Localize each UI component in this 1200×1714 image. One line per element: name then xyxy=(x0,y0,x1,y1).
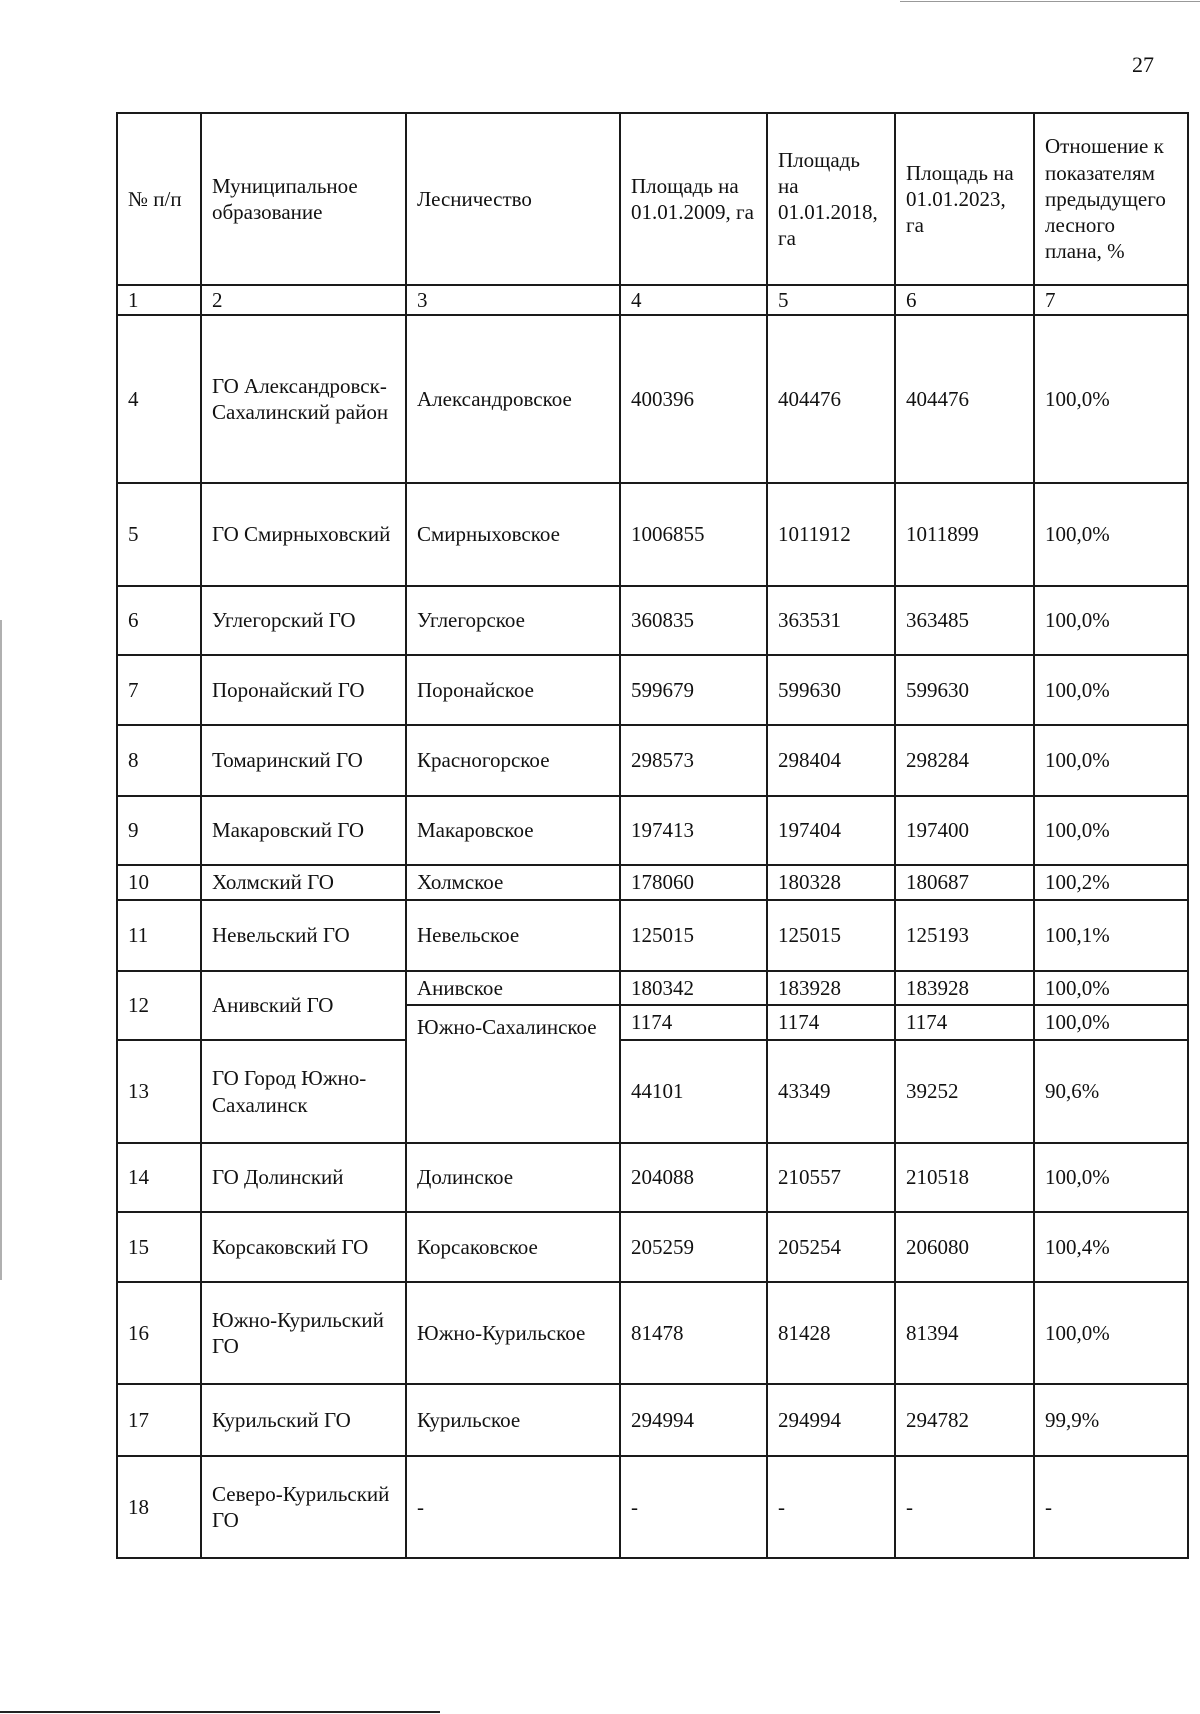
row-number: 12 xyxy=(117,971,201,1040)
area-2009-cell: 205259 xyxy=(620,1212,767,1282)
area-2023-cell: 39252 xyxy=(895,1040,1034,1143)
header-cell: Лесничество xyxy=(406,113,620,285)
ratio-cell: 100,0% xyxy=(1034,796,1188,865)
area-2023-cell: 599630 xyxy=(895,655,1034,725)
table-row xyxy=(117,655,1188,725)
municipality-cell: Углегорский ГО xyxy=(201,586,406,655)
area-2009-cell: 599679 xyxy=(620,655,767,725)
area-2018-cell: 1011912 xyxy=(767,483,895,586)
ratio-cell: 100,1% xyxy=(1034,900,1188,971)
area-2023-cell: 180687 xyxy=(895,865,1034,900)
municipality-cell: Томаринский ГО xyxy=(201,725,406,796)
municipality-cell: Корсаковский ГО xyxy=(201,1212,406,1282)
ratio-cell: 100,0% xyxy=(1034,315,1188,483)
ratio-cell: 100,0% xyxy=(1034,725,1188,796)
header-cell: Площадь на 01.01.2009, га xyxy=(620,113,767,285)
table-row xyxy=(117,315,1188,483)
ratio-cell: - xyxy=(1034,1456,1188,1558)
municipality-cell: Невельский ГО xyxy=(201,900,406,971)
area-2018-cell: 363531 xyxy=(767,586,895,655)
area-2009-cell: 44101 xyxy=(620,1040,767,1143)
table-row xyxy=(117,1040,1188,1143)
row-number: 6 xyxy=(117,586,201,655)
area-2009-cell: 294994 xyxy=(620,1384,767,1456)
table-row xyxy=(117,900,1188,971)
forestry-cell: Поронайское xyxy=(406,655,620,725)
municipality-cell: Холмский ГО xyxy=(201,865,406,900)
forestry-cell: Холмское xyxy=(406,865,620,900)
area-2009-cell: 360835 xyxy=(620,586,767,655)
area-2009-cell: 204088 xyxy=(620,1143,767,1212)
area-2018-cell: 298404 xyxy=(767,725,895,796)
column-number: 5 xyxy=(767,285,895,315)
header-cell: Площадь на 01.01.2023, га xyxy=(895,113,1034,285)
municipality-cell: Анивский ГО xyxy=(201,971,406,1040)
column-number: 7 xyxy=(1034,285,1188,315)
ratio-cell: 100,0% xyxy=(1034,1282,1188,1384)
area-2009-cell: - xyxy=(620,1456,767,1558)
municipality-cell: ГО Александровск-Сахалинский район xyxy=(201,315,406,483)
area-2018-cell: 599630 xyxy=(767,655,895,725)
area-2009-cell: 180342 xyxy=(620,971,767,1005)
row-number: 8 xyxy=(117,725,201,796)
header-cell: № п/п xyxy=(117,113,201,285)
table-row xyxy=(117,1456,1188,1558)
column-number: 2 xyxy=(201,285,406,315)
row-number: 16 xyxy=(117,1282,201,1384)
table-row xyxy=(117,725,1188,796)
row-number: 4 xyxy=(117,315,201,483)
forestry-cell: Углегорское xyxy=(406,586,620,655)
forestry-cell: Макаровское xyxy=(406,796,620,865)
municipality-cell: ГО Смирныховский xyxy=(201,483,406,586)
forestry-cell: Южно-Сахалинское xyxy=(406,1005,620,1143)
table-row xyxy=(117,865,1188,900)
forestry-cell: - xyxy=(406,1456,620,1558)
forestry-cell: Александровское xyxy=(406,315,620,483)
forestry-cell: Долинское xyxy=(406,1143,620,1212)
area-2009-cell: 125015 xyxy=(620,900,767,971)
table-row xyxy=(117,586,1188,655)
row-number: 18 xyxy=(117,1456,201,1558)
area-2009-cell: 1174 xyxy=(620,1005,767,1040)
scan-edge-top xyxy=(900,1,1200,2)
municipality-cell: Макаровский ГО xyxy=(201,796,406,865)
forestry-cell: Смирныховское xyxy=(406,483,620,586)
row-number: 14 xyxy=(117,1143,201,1212)
area-2023-cell: 298284 xyxy=(895,725,1034,796)
area-2023-cell: 404476 xyxy=(895,315,1034,483)
row-number: 9 xyxy=(117,796,201,865)
ratio-cell: 100,0% xyxy=(1034,586,1188,655)
ratio-cell: 100,0% xyxy=(1034,1143,1188,1212)
forest-area-table xyxy=(116,112,1189,1559)
column-number: 6 xyxy=(895,285,1034,315)
area-2018-cell: 404476 xyxy=(767,315,895,483)
ratio-cell: 100,0% xyxy=(1034,1005,1188,1040)
area-2018-cell: 205254 xyxy=(767,1212,895,1282)
area-2009-cell: 400396 xyxy=(620,315,767,483)
municipality-cell: ГО Город Южно-Сахалинск xyxy=(201,1040,406,1143)
area-2023-cell: 363485 xyxy=(895,586,1034,655)
area-2018-cell: 197404 xyxy=(767,796,895,865)
area-2018-cell: 183928 xyxy=(767,971,895,1005)
area-2023-cell: 197400 xyxy=(895,796,1034,865)
row-number: 13 xyxy=(117,1040,201,1143)
area-2023-cell: 210518 xyxy=(895,1143,1034,1212)
area-2023-cell: 125193 xyxy=(895,900,1034,971)
table-row xyxy=(117,1384,1188,1456)
table-row xyxy=(117,796,1188,865)
area-2023-cell: 1174 xyxy=(895,1005,1034,1040)
ratio-cell: 99,9% xyxy=(1034,1384,1188,1456)
area-2018-cell: 210557 xyxy=(767,1143,895,1212)
area-2009-cell: 298573 xyxy=(620,725,767,796)
table-row xyxy=(117,1282,1188,1384)
ratio-cell: 100,4% xyxy=(1034,1212,1188,1282)
ratio-cell: 100,0% xyxy=(1034,483,1188,586)
ratio-cell: 100,0% xyxy=(1034,971,1188,1005)
area-2009-cell: 1006855 xyxy=(620,483,767,586)
column-number: 3 xyxy=(406,285,620,315)
table-row xyxy=(117,1212,1188,1282)
header-cell: Муниципальное образование xyxy=(201,113,406,285)
forestry-cell: Анивское xyxy=(406,971,620,1005)
header-cell: Отношение к показателям предыдущего лесного плана, % xyxy=(1034,113,1188,285)
table-row xyxy=(117,483,1188,586)
area-2023-cell: 294782 xyxy=(895,1384,1034,1456)
area-2018-cell: 1174 xyxy=(767,1005,895,1040)
row-number: 10 xyxy=(117,865,201,900)
forestry-cell: Южно-Курильское xyxy=(406,1282,620,1384)
municipality-cell: Северо-Курильский ГО xyxy=(201,1456,406,1558)
area-2018-cell: 43349 xyxy=(767,1040,895,1143)
table-row xyxy=(117,971,1188,1005)
municipality-cell: Курильский ГО xyxy=(201,1384,406,1456)
ratio-cell: 100,2% xyxy=(1034,865,1188,900)
area-2018-cell: 125015 xyxy=(767,900,895,971)
area-2023-cell: 183928 xyxy=(895,971,1034,1005)
area-2009-cell: 81478 xyxy=(620,1282,767,1384)
area-2023-cell: 1011899 xyxy=(895,483,1034,586)
column-number: 4 xyxy=(620,285,767,315)
row-number: 7 xyxy=(117,655,201,725)
column-number-row xyxy=(117,285,1188,315)
forestry-cell: Красногорское xyxy=(406,725,620,796)
table-row xyxy=(117,1143,1188,1212)
area-2023-cell: 206080 xyxy=(895,1212,1034,1282)
municipality-cell: ГО Долинский xyxy=(201,1143,406,1212)
scan-edge-left xyxy=(0,620,2,1280)
forestry-cell: Курильское xyxy=(406,1384,620,1456)
row-number: 15 xyxy=(117,1212,201,1282)
area-2009-cell: 178060 xyxy=(620,865,767,900)
scan-edge-bottom xyxy=(0,1711,440,1713)
municipality-cell: Поронайский ГО xyxy=(201,655,406,725)
area-2018-cell: 294994 xyxy=(767,1384,895,1456)
forestry-cell: Невельское xyxy=(406,900,620,971)
municipality-cell: Южно-Курильский ГО xyxy=(201,1282,406,1384)
row-number: 11 xyxy=(117,900,201,971)
area-2018-cell: 81428 xyxy=(767,1282,895,1384)
row-number: 5 xyxy=(117,483,201,586)
forestry-cell: Корсаковское xyxy=(406,1212,620,1282)
header-cell: Площадь на 01.01.2018, га xyxy=(767,113,895,285)
page-number: 27 xyxy=(1132,52,1154,77)
column-number: 1 xyxy=(117,285,201,315)
ratio-cell: 100,0% xyxy=(1034,655,1188,725)
row-number: 17 xyxy=(117,1384,201,1456)
area-2023-cell: - xyxy=(895,1456,1034,1558)
area-2018-cell: 180328 xyxy=(767,865,895,900)
ratio-cell: 90,6% xyxy=(1034,1040,1188,1143)
area-2018-cell: - xyxy=(767,1456,895,1558)
area-2023-cell: 81394 xyxy=(895,1282,1034,1384)
header-row xyxy=(117,113,1188,285)
area-2009-cell: 197413 xyxy=(620,796,767,865)
